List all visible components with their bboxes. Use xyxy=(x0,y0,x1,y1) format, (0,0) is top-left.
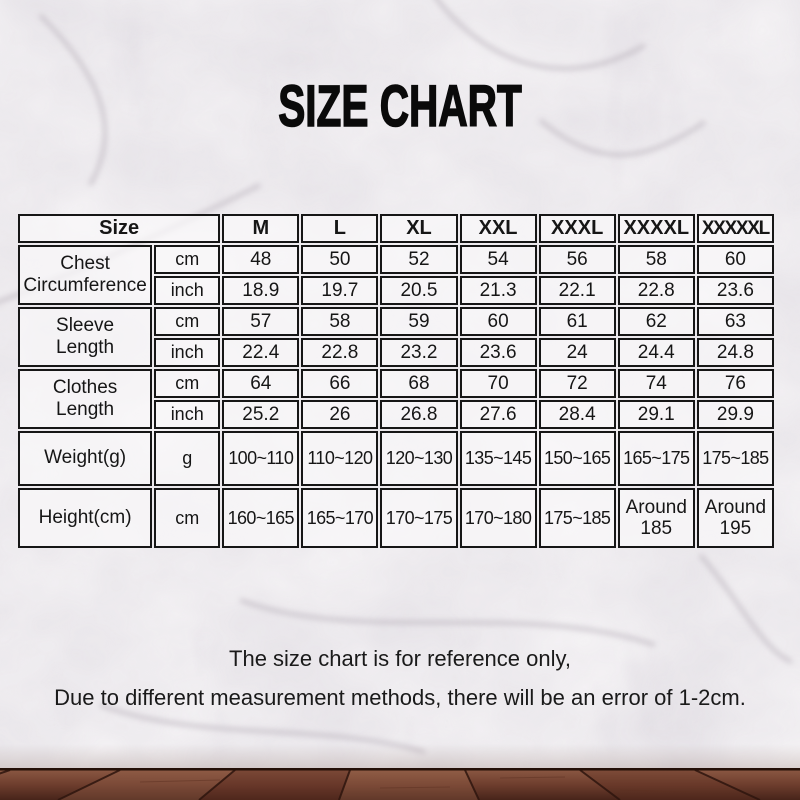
value-cell: 26.8 xyxy=(380,400,457,429)
footer-note xyxy=(0,646,800,711)
value-cell: 63 xyxy=(697,307,774,336)
value-cell: 25.2 xyxy=(222,400,299,429)
value-cell: 59 xyxy=(380,307,457,336)
size-column-header: M xyxy=(222,214,299,243)
value-cell: 62 xyxy=(618,307,695,336)
row-label-line: Chest xyxy=(60,252,110,274)
value-cell: 175~185 xyxy=(697,431,774,486)
value-cell: 68 xyxy=(380,369,457,398)
value-cell: 170~180 xyxy=(460,488,537,548)
size-column-header: XXXXL xyxy=(618,214,695,243)
value-cell: 29.1 xyxy=(618,400,695,429)
value-cell: 175~185 xyxy=(539,488,616,548)
wood-floor xyxy=(0,768,800,800)
value-cell: 24.8 xyxy=(697,338,774,367)
size-table xyxy=(16,212,778,550)
value-cell: 56 xyxy=(539,245,616,274)
value-cell: 27.6 xyxy=(460,400,537,429)
value-cell: 135~145 xyxy=(460,431,537,486)
value-cell: 70 xyxy=(460,369,537,398)
row-label xyxy=(18,431,152,486)
value-cell: 23.6 xyxy=(460,338,537,367)
row-label xyxy=(18,369,152,429)
value-cell: 165~175 xyxy=(618,431,695,486)
value-cell: 22.8 xyxy=(618,276,695,305)
value-cell: 150~165 xyxy=(539,431,616,486)
value-cell: 21.3 xyxy=(460,276,537,305)
size-column-header: XXXL xyxy=(539,214,616,243)
unit-cell: inch xyxy=(154,400,220,429)
row-label-line: Height(cm) xyxy=(38,506,132,528)
row-label-line: Sleeve xyxy=(56,314,115,336)
unit-cell: inch xyxy=(154,276,220,305)
value-cell: 61 xyxy=(539,307,616,336)
value-cell: 66 xyxy=(301,369,378,398)
value-cell: 52 xyxy=(380,245,457,274)
value-cell: 57 xyxy=(222,307,299,336)
row-label xyxy=(18,488,152,548)
size-column-header: L xyxy=(301,214,378,243)
footer-line-2: Due to different measurement methods, there will be an error of 1-2cm. xyxy=(54,685,746,710)
value-cell: 24 xyxy=(539,338,616,367)
value-cell: Around 195 xyxy=(697,488,774,548)
value-cell: 165~170 xyxy=(301,488,378,548)
value-cell: 20.5 xyxy=(380,276,457,305)
value-cell: 19.7 xyxy=(301,276,378,305)
size-table-grid xyxy=(16,212,776,550)
row-label xyxy=(18,307,152,367)
value-cell: 160~165 xyxy=(222,488,299,548)
value-cell: 28.4 xyxy=(539,400,616,429)
value-cell: 72 xyxy=(539,369,616,398)
value-cell: 76 xyxy=(697,369,774,398)
value-cell: Around 185 xyxy=(618,488,695,548)
row-label xyxy=(18,245,152,305)
unit-cell: inch xyxy=(154,338,220,367)
value-cell: 18.9 xyxy=(222,276,299,305)
value-cell: 100~110 xyxy=(222,431,299,486)
row-label-line: Length xyxy=(56,399,115,420)
value-cell: 64 xyxy=(222,369,299,398)
value-cell: 74 xyxy=(618,369,695,398)
row-label-line: Circumference xyxy=(23,275,147,296)
unit-cell: g xyxy=(154,431,220,486)
size-column-header: XL xyxy=(380,214,457,243)
unit-cell: cm xyxy=(154,245,220,274)
value-cell: 110~120 xyxy=(301,431,378,486)
unit-cell: cm xyxy=(154,307,220,336)
value-cell: 58 xyxy=(618,245,695,274)
value-cell: 60 xyxy=(460,307,537,336)
value-cell: 170~175 xyxy=(380,488,457,548)
value-cell: 24.4 xyxy=(618,338,695,367)
value-cell: 29.9 xyxy=(697,400,774,429)
row-label-line: Weight(g) xyxy=(44,447,127,469)
value-cell: 22.4 xyxy=(222,338,299,367)
page-title: SIZE CHART xyxy=(278,74,522,139)
unit-cell: cm xyxy=(154,488,220,548)
size-column-header: XXL xyxy=(460,214,537,243)
row-label-line: Length xyxy=(56,337,115,358)
value-cell: 120~130 xyxy=(380,431,457,486)
value-cell: 22.1 xyxy=(539,276,616,305)
value-cell: 23.2 xyxy=(380,338,457,367)
row-label-line: Clothes xyxy=(52,376,118,398)
value-cell: 58 xyxy=(301,307,378,336)
value-cell: 48 xyxy=(222,245,299,274)
value-cell: 23.6 xyxy=(697,276,774,305)
value-cell: 60 xyxy=(697,245,774,274)
size-header-cell: Size xyxy=(18,214,220,243)
value-cell: 22.8 xyxy=(301,338,378,367)
value-cell: 26 xyxy=(301,400,378,429)
value-cell: 54 xyxy=(460,245,537,274)
size-column-header: XXXXXL xyxy=(697,214,774,243)
unit-cell: cm xyxy=(154,369,220,398)
footer-line-1: The size chart is for reference only, xyxy=(229,646,571,671)
title-area xyxy=(0,74,800,139)
value-cell: 50 xyxy=(301,245,378,274)
